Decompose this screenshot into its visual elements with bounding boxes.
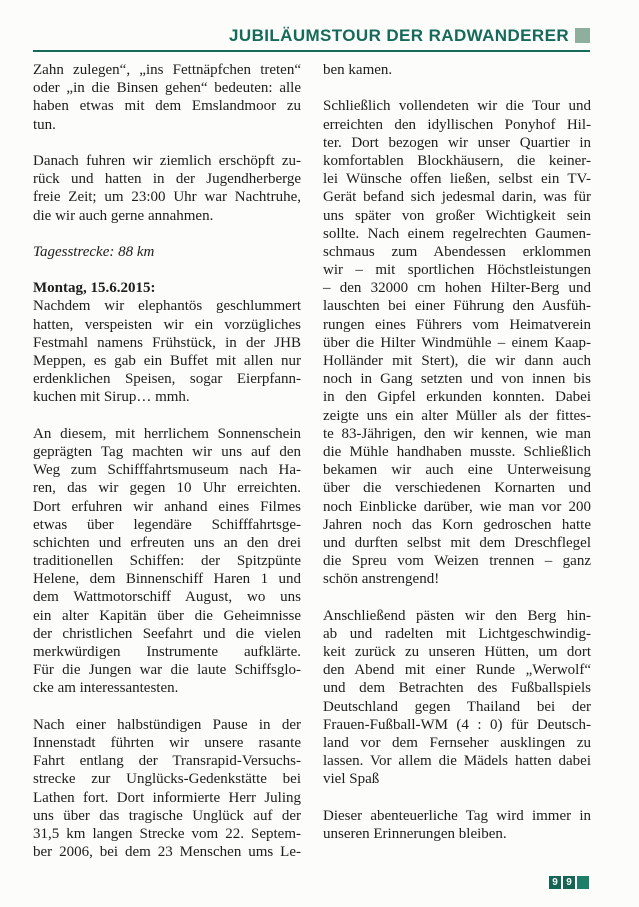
text-line: – den 32000 cm hohen Hilter-Berg und: [323, 280, 591, 297]
paragraph: [33, 152, 301, 225]
text-line: lei Wünsche offen ließen, selbst ein TV-: [323, 171, 591, 188]
text-line: kuchen mit Sirup… mmh.: [33, 389, 190, 406]
text-line: Lathen fort. Dort informierte Herr Juling: [33, 789, 301, 806]
text-line: Dort erfuhren wir anhand eines Filmes: [33, 498, 301, 515]
paragraph: [33, 61, 301, 134]
text-line: geprägten Tag machten wir uns auf den: [33, 443, 301, 460]
text-line: ber 2006, bei dem 23 Menschen ums Le-: [33, 844, 301, 861]
text-line: noch Einblicke darüber, wie man vor 200: [323, 498, 591, 515]
text-line: noch in Gang setzten und von innen bis: [323, 371, 591, 388]
text-line: schichten und erfreuten uns an den drei: [33, 534, 301, 551]
text-line: Anschließend pästen wir den Berg hin-: [323, 607, 591, 624]
text-line: Gerät befand sich jedesmal darin, was für: [323, 189, 591, 206]
text-line: Holländer mit Stert), die wir dann auch: [323, 353, 591, 369]
text-line: Zahn zulegen“, „ins Fettnäpfchen treten“: [33, 62, 301, 78]
text-line: etwas über legendäre Schifffahrtsge-: [33, 516, 301, 533]
page-number-box: 9: [563, 876, 575, 889]
text-line: Nach einer halbstündigen Pause in der: [33, 716, 301, 733]
text-line: freie Zeit; um 23:00 Uhr war Nachtruhe,: [33, 189, 301, 206]
text-line: viel Spaß: [323, 771, 380, 788]
text-line: strecke zur Unglücks-Gedenkstätte bei: [33, 771, 301, 788]
text-line: 31,5 km langen Strecke vom 22. Septem-: [33, 825, 301, 842]
text-line: haben etwas mit dem Emslandmoor zu: [33, 98, 301, 115]
text-line: Jahren noch das Korn gedroschen hatte: [323, 516, 591, 533]
text-line: Tagesstrecke: 88 km: [33, 243, 155, 260]
text-line: sollte. Nach einem regelrechten Gaumen-: [323, 225, 591, 242]
page-number: [549, 876, 589, 889]
text-line: schmaus zum Abendessen erklommen: [323, 243, 591, 260]
header-accent-square: [575, 28, 590, 43]
text-line: erdenklichen Speisen, sogar Eierpfann-: [33, 371, 301, 388]
text-line: uns später von großer Wichtigkeit sein: [323, 207, 591, 224]
header-rule: [33, 50, 590, 52]
page-header-title: JUBILÄUMSTOUR DER RADWANDERER: [229, 26, 569, 45]
text-line: Schließlich vollendeten wir die Tour und: [323, 98, 591, 115]
text-line: te 83-Jährigen, den wir kennen, wie man: [323, 425, 591, 442]
paragraph: [323, 97, 591, 588]
paragraph: [323, 61, 591, 79]
text-line: Fahrt entlang der Transrapid-Versuchs-: [33, 753, 301, 770]
text-line: Dieser abenteuerliche Tag wird immer in: [323, 807, 591, 824]
text-line: Für die Jungen war die laute Schiffsglo-: [33, 662, 301, 679]
text-line: und dem Betrachten des Fußballspiels: [323, 680, 591, 697]
paragraph: [33, 425, 301, 698]
page-number-box: 9: [549, 876, 561, 889]
text-line: rungen eines Führers vom Heimatverein: [323, 316, 591, 333]
text-line: lauschten bei einer Führung den Ausfüh-: [323, 298, 591, 315]
paragraph: [323, 607, 591, 789]
text-line: Deutschland gegen Thailand bei der: [323, 698, 591, 715]
text-line: die wir auch gerne annahmen.: [33, 207, 214, 224]
text-line: die Spreu vom Weizen trennen – ganz: [323, 553, 591, 570]
text-line: Innenstadt führten wir unsere rasante: [33, 734, 301, 751]
text-line: Helene, dem Binnenschiff Haren 1 und: [33, 571, 301, 588]
text-line: ab und radelten mit Lichtgeschwindig-: [323, 625, 591, 642]
paragraph: [33, 716, 301, 862]
paragraph: [33, 297, 301, 406]
text-line: merkwürdigen Instrumente aufklärte.: [33, 644, 301, 660]
text-line: der christlichen Seefahrt und die vielen: [33, 625, 301, 642]
text-columns: [33, 61, 590, 861]
text-line: zeigte uns ein alter Müller als der fittes-: [323, 407, 591, 424]
text-line: und durften selbst mit dem Dreschflegel: [323, 534, 591, 551]
text-line: oder „in die Binsen gehen“ bedeuten: alle: [33, 80, 301, 97]
text-line: lassen. Vor allem die Mädels hatten dabei: [323, 753, 591, 770]
text-line: wir – mit sportlichen Höchstleistungen: [323, 262, 591, 279]
text-line: komfortablen Blockhäusern, die keiner-: [323, 152, 591, 169]
text-line: ein alter Kapitän über die Geheimnisse: [33, 607, 301, 624]
paragraph: [323, 807, 591, 843]
text-line: über die verschiedenen Kornarten und: [323, 480, 591, 497]
text-line: keit zurück zu unseren Hütten, um dort: [323, 644, 591, 660]
text-line: Danach fuhren wir ziemlich erschöpft zu-: [33, 152, 301, 169]
text-line: dem Wattmotorschiff August, wo uns: [33, 589, 301, 606]
text-line: schön anstrengend!: [323, 571, 440, 588]
text-column-left: [33, 61, 301, 861]
text-line: erreichten den idyllischen Ponyhof Hil-: [323, 116, 591, 133]
text-line: Frauen-Fußball-WM (4 : 0) für Deutsch-: [323, 716, 591, 733]
text-line: über die Hilter Windmühle – einem Kaap-: [323, 334, 591, 351]
text-column-right: [323, 61, 591, 861]
text-line: ter. Dort bezogen wir unser Quartier in: [323, 134, 591, 151]
text-line: hatten, verspeisten wir ein vorzügliches: [33, 316, 301, 333]
text-line: in den Gipfel erkunden konnten. Dabei: [323, 389, 591, 406]
text-line: Weg zum Schifffahrtsmuseum nach Ha-: [33, 462, 301, 479]
text-line: den Abend mit einer Runde „Werwolf“: [323, 662, 591, 679]
day-heading: [33, 279, 301, 297]
text-line: die Mühle handhaben musste. Schließlich: [323, 443, 591, 460]
text-line: unseren Erinnerungen bleiben.: [323, 825, 507, 842]
text-line: Montag, 15.6.2015:: [33, 280, 156, 297]
text-line: An diesem, mit herrlichem Sonnenschein: [33, 425, 301, 442]
text-line: cke am interessantesten.: [33, 680, 179, 697]
footer-accent-box: [577, 876, 589, 889]
text-line: Nachdem wir elephantös geschlummert: [33, 298, 301, 315]
text-line: ben kamen.: [323, 62, 393, 78]
text-line: uns über das tragische Unglück auf der: [33, 807, 301, 824]
text-line: Festmahl namens Frühstück, in der JHB: [33, 334, 301, 351]
text-line: tun.: [33, 116, 56, 133]
text-line: Meppen, es gab ein Buffet mit allen nur: [33, 353, 301, 369]
text-line: traditionellen Schiffen: der Spitzpünte: [33, 553, 301, 570]
text-line: bekamen wir auch eine Unterweisung: [323, 462, 591, 479]
text-line: rück und hatten in der Jugendherberge: [33, 171, 301, 188]
text-line: land vor dem Fernseher ausklingen zu: [323, 734, 591, 751]
page-header: [33, 0, 590, 44]
text-line: ren, das wir gegen 10 Uhr erreichten.: [33, 480, 301, 497]
paragraph: [33, 243, 301, 261]
